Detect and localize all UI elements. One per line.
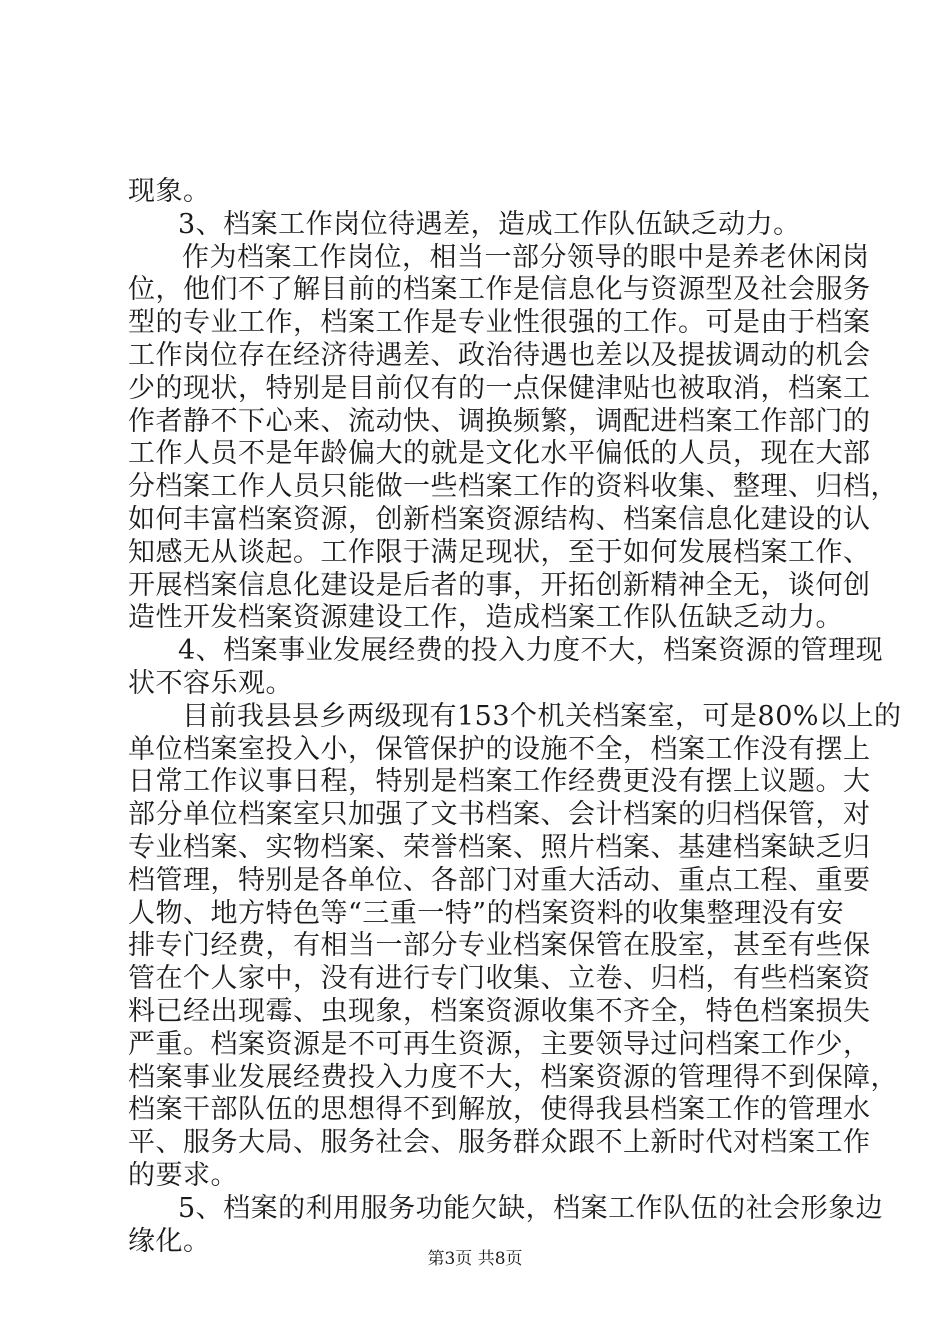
text-line: 缘化。 [128,1225,211,1257]
text-line: 严重。档案资源是不可再生资源，主要领导过问档案工作少， [128,1028,871,1060]
text-line: 工作岗位存在经济待遇差、政治待遇也差以及提拔调动的机会 [128,339,871,371]
document-body [128,176,902,1258]
text-line: 的要求。 [128,1159,238,1191]
text-line: 如何丰富档案资源，创新档案资源结构、档案信息化建设的认 [128,503,871,535]
text-line: 档管理，特别是各单位、各部门对重大活动、重点工程、重要 [128,864,871,896]
text-line: 5、档案的利用服务功能欠缺，档案工作队伍的社会形象边 [178,1192,884,1224]
text-line: 位，他们不了解目前的档案工作是信息化与资源型及社会服务 [128,274,871,306]
text-line: 部分单位档案室只加强了文书档案、会计档案的归档保管，对 [128,799,871,831]
text-line: 料已经出现霉、虫现象，档案资源收集不齐全，特色档案损失 [128,995,871,1027]
text-line: 4、档案事业发展经费的投入力度不大，档案资源的管理现 [178,635,884,667]
text-line: 3、档案工作岗位待遇差，造成工作队伍缺乏动力。 [178,208,801,240]
text-line: 少的现状，特别是目前仅有的一点保健津贴也被取消，档案工 [128,372,871,404]
text-line: 造性开发档案资源建设工作，造成档案工作队伍缺乏动力。 [128,602,843,634]
text-line: 工作人员不是年龄偏大的就是文化水平偏低的人员，现在大部 [128,438,871,470]
text-line: 现象。 [128,176,211,207]
text-line: 状不容乐观。 [128,667,293,699]
page-footer: 第3页 共8页 [427,1249,523,1269]
text-line: 管在个人家中，没有进行专门收集、立卷、归档，有些档案资 [128,963,871,995]
text-line: 档案事业发展经费投入力度不大，档案资源的管理得不到保障， [128,1061,898,1093]
text-line: 人物、地方特色等“三重一特”的档案资料的收集整理没有安 [128,897,845,929]
text-line: 分档案工作人员只能做一些档案工作的资料收集、整理、归档， [128,471,898,503]
text-line: 型的专业工作，档案工作是专业性很强的工作。可是由于档案 [128,307,871,339]
text-line: 日常工作议事日程，特别是档案工作经费更没有摆上议题。大 [128,766,871,798]
text-line: 目前我县县乡两级现有153个机关档案室，可是80%以上的 [182,700,902,732]
text-line: 单位档案室投入小，保管保护的设施不全，档案工作没有摆上 [128,733,871,765]
text-line: 开展档案信息化建设是后者的事，开拓创新精神全无，谈何创 [128,569,871,601]
text-line: 专业档案、实物档案、荣誉档案、照片档案、基建档案缺乏归 [128,831,871,863]
text-line: 档案干部队伍的思想得不到解放，使得我县档案工作的管理水 [128,1094,871,1126]
text-line: 作者静不下心来、流动快、调换频繁，调配进档案工作部门的 [128,405,871,437]
text-line: 排专门经费，有相当一部分专业档案保管在股室，甚至有些保 [128,930,871,962]
text-line: 作为档案工作岗位，相当一部分领导的眼中是养老休闲岗 [182,241,870,273]
text-line: 知感无从谈起。工作限于满足现状，至于如何发展档案工作、 [128,536,871,568]
text-line: 平、服务大局、服务社会、服务群众跟不上新时代对档案工作 [128,1127,871,1159]
